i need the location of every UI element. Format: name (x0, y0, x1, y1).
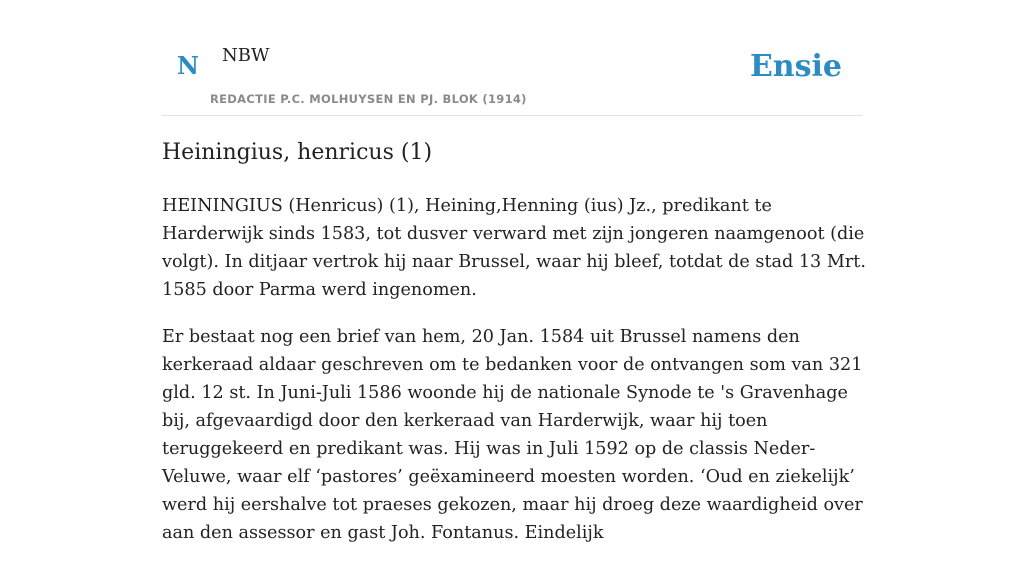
source-subtitle: REDACTIE P.C. MOLHUYSEN EN PJ. BLOK (1914) (210, 92, 527, 106)
article-paragraph: HEININGIUS (Henricus) (1), Heining,Henning (ius) Jz., predikant te Harderwijk sinds 1583, tot dusver verward met zijn jongeren naamgenoot (die volgt). In ditjaar vertrok hij naar Brussel, waar hij bleef, totdat de stad 13 Mrt. 1585 door Parma werd ingenomen. (162, 196, 866, 300)
source-name[interactable]: NBW (222, 45, 270, 66)
article-paragraph: Er bestaat nog een brief van hem, 20 Jan. 1584 uit Brussel namens den kerkeraad aldaar geschreven om te bedanken voor de ontvangen som van 321 gld. 12 st. In Juni-Juli 1586 woonde hij de nationale Synode te 's Gravenhage bij, afgevaardigd door den kerkeraad van Harderwijk, waar hij toen teruggekeerd en predikant was. Hij was in Juli 1592 op de classis Neder-Veluwe, waar elf ‘pastores’ geëxamineerd moesten worden. ‘Oud en ziekelijk’ werd hij eershalve tot praeses gekozen, maar hij droeg deze waardigheid over aan den assessor en gast Joh. Fontanus. Eindelijk (162, 327, 863, 543)
ensie-logo-link[interactable]: Ensie (749, 49, 842, 84)
article-title: Heiningius, henricus (1) (162, 140, 433, 165)
source-header (162, 0, 862, 116)
page (162, 0, 866, 543)
source-logo: N (177, 51, 199, 80)
article-body (162, 192, 866, 566)
